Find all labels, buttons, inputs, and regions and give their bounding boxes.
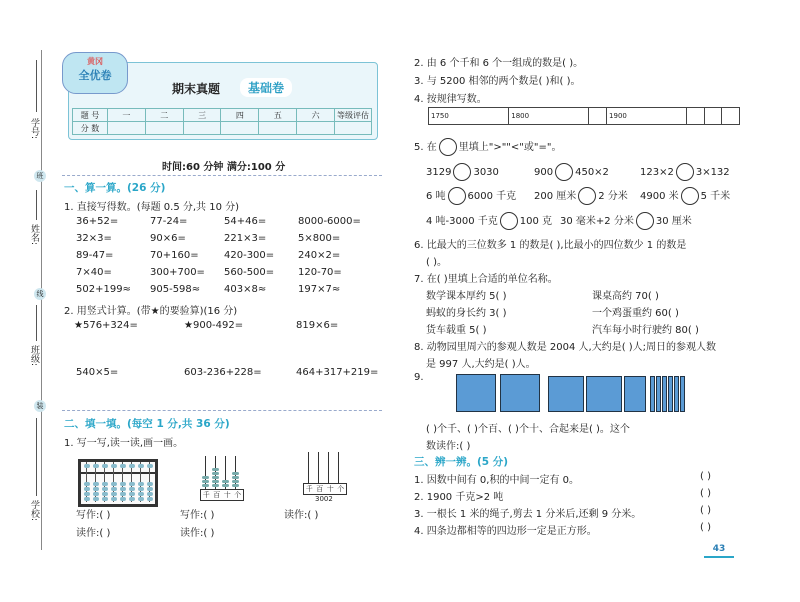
abacus-bead <box>138 487 144 491</box>
calc-item: 221×3= <box>224 233 267 244</box>
calc-item: 502+199≈ <box>76 284 131 295</box>
write-answer-1[interactable]: 写作:( ) <box>76 510 111 521</box>
r-q5 <box>414 138 561 156</box>
ten-rod <box>662 376 667 412</box>
score-header-7: 等级评估 <box>335 109 372 122</box>
compare-circle[interactable] <box>636 212 654 230</box>
seq-cell: 1750 <box>429 108 509 125</box>
badge-main: 全优卷 <box>78 69 112 82</box>
place-label: 十 <box>326 485 334 493</box>
abacus-bead <box>129 482 135 486</box>
counter-rod <box>338 452 339 483</box>
compare-item: 3129 3030 <box>426 163 499 181</box>
r-q6-b: ( )。 <box>426 257 447 268</box>
hundred-flat <box>548 376 584 412</box>
r-q8: 8. 动物园里周六的参观人数是 2004 人,大约是( )人;周日的参观人数 <box>414 342 717 353</box>
vertical-calc: 603-236+228= <box>184 367 262 378</box>
abacus-bead <box>93 487 99 491</box>
section-1-title: 一、算一算。(26 分) <box>64 182 166 194</box>
score-header-1: 一 <box>108 109 146 122</box>
abacus-bead <box>120 487 126 491</box>
calc-item: 420-300= <box>224 250 275 261</box>
abacus-bead <box>147 487 153 491</box>
r-q5-b: 里填上">""<"或"="。 <box>458 142 562 153</box>
read-answer-3[interactable]: 读作:( ) <box>284 510 319 521</box>
abacus-bead <box>84 487 90 491</box>
q2-title: 2. 用竖式计算。(带★的要验算)(16 分) <box>64 306 238 317</box>
class-line <box>36 305 47 341</box>
place-label: 个 <box>234 491 242 499</box>
class-label: 班级: <box>29 345 39 367</box>
divider <box>62 410 382 411</box>
calc-item: 5×800= <box>298 233 341 244</box>
place-label: 个 <box>337 485 345 493</box>
unit-item[interactable]: 课桌高约 70( ) <box>592 291 659 302</box>
score-cell[interactable] <box>297 122 335 135</box>
abacus-bead <box>84 492 90 496</box>
abacus-bead <box>93 464 99 468</box>
judge-paren[interactable]: ( ) <box>700 488 711 499</box>
q1-title: 1. 直接写得数。(每题 0.5 分,共 10 分) <box>64 202 240 213</box>
hundred-flat <box>586 376 622 412</box>
seq-cell[interactable] <box>722 108 740 125</box>
r-q9-fill-2[interactable]: 数读作:( ) <box>426 441 471 452</box>
abacus-bead <box>129 464 135 468</box>
score-cell[interactable] <box>335 122 372 135</box>
score-cell[interactable] <box>221 122 259 135</box>
unit-item[interactable]: 蚂蚁的身长约 3( ) <box>426 308 507 319</box>
place-label: 百 <box>213 491 221 499</box>
judge-item: 1. 因数中间有 0,积的中间一定有 0。 <box>414 475 579 486</box>
calc-item: 89-47= <box>76 250 114 261</box>
abacus-bead <box>102 482 108 486</box>
score-cell[interactable] <box>145 122 183 135</box>
seq-cell: 1900 <box>607 108 687 125</box>
counter-bead <box>202 480 209 483</box>
section-3-title: 三、辨一辨。(5 分) <box>414 456 509 468</box>
read-answer-1[interactable]: 读作:( ) <box>76 528 111 539</box>
page-title: 期末真题 <box>172 82 221 96</box>
hundred-flat <box>624 376 646 412</box>
abacus-bead <box>84 497 90 501</box>
student-no-line <box>36 60 47 112</box>
calc-item: 77-24= <box>150 216 188 227</box>
counter-bead <box>222 480 229 483</box>
compare-item: 200 厘米 2 分米 <box>534 187 628 205</box>
calc-item: 403×8≈ <box>224 284 267 295</box>
seq-cell[interactable] <box>589 108 607 125</box>
calc-item: 560-500= <box>224 267 275 278</box>
abacus-beam <box>81 472 155 474</box>
compare-circle[interactable] <box>453 163 471 181</box>
name-label: 姓名: <box>29 224 39 246</box>
abacus-bead <box>93 482 99 486</box>
calc-item: 8000-6000= <box>298 216 361 227</box>
abacus-bead <box>111 482 117 486</box>
abacus-bead <box>129 492 135 496</box>
abacus-bead <box>138 497 144 501</box>
compare-circle[interactable] <box>500 212 518 230</box>
binding-mark-1: 班 <box>34 170 46 182</box>
unit-item[interactable]: 一个鸡蛋重约 60( ) <box>592 308 679 319</box>
seq-cell: 1800 <box>509 108 589 125</box>
unit-item[interactable]: 汽车每小时行驶约 80( ) <box>592 325 699 336</box>
compare-item: 4900 米 5 千米 <box>640 187 730 205</box>
abacus-bead <box>147 464 153 468</box>
counter-rod <box>308 452 309 483</box>
vertical-calc: 540×5= <box>76 367 119 378</box>
r-q3: 3. 与 5200 相邻的两个数是( )和( )。 <box>414 76 581 87</box>
judge-paren[interactable]: ( ) <box>700 522 711 533</box>
score-header-2: 二 <box>145 109 183 122</box>
abacus-bead <box>93 492 99 496</box>
ten-rod <box>650 376 655 412</box>
calc-item: 32×3= <box>76 233 112 244</box>
abacus-bead <box>138 482 144 486</box>
counter-rod <box>328 452 329 483</box>
ten-rod <box>668 376 673 412</box>
sequence-table <box>428 107 740 125</box>
abacus-bead <box>129 487 135 491</box>
vertical-calc: 819×6= <box>296 320 339 331</box>
counter-bead <box>232 476 239 479</box>
r-q5-a: 5. 在 <box>414 142 437 153</box>
binding-mark-3: 装 <box>34 400 46 412</box>
calc-item: 240×2= <box>298 250 341 261</box>
counter-bead <box>202 484 209 487</box>
counter-bead <box>212 480 219 483</box>
badge-top: 黄冈 <box>87 57 103 66</box>
calc-item: 36+52= <box>76 216 119 227</box>
abacus-bead <box>120 497 126 501</box>
calc-item: 197×7≈ <box>298 284 341 295</box>
seq-cell[interactable] <box>687 108 705 125</box>
counter-bead <box>212 484 219 487</box>
abacus-bead <box>147 497 153 501</box>
abacus-bead <box>111 497 117 501</box>
ten-rod <box>680 376 685 412</box>
page-subtitle: 基础卷 <box>240 78 292 97</box>
judge-paren[interactable]: ( ) <box>700 505 711 516</box>
abacus-image <box>78 459 158 507</box>
compare-item: 6 吨 6000 千克 <box>426 187 516 205</box>
judge-item: 4. 四条边都相等的四边形一定是正方形。 <box>414 526 597 537</box>
score-table <box>72 108 372 135</box>
place-label: 千 <box>305 485 313 493</box>
place-label: 十 <box>223 491 231 499</box>
score-cell[interactable] <box>108 122 146 135</box>
abacus-bead <box>120 492 126 496</box>
compare-item: 900 450×2 <box>534 163 609 181</box>
judge-paren[interactable]: ( ) <box>700 471 711 482</box>
calc-item: 905-598≈ <box>150 284 201 295</box>
counter-bead <box>212 468 219 471</box>
brand-badge <box>62 52 128 94</box>
calc-item: 300+700= <box>150 267 205 278</box>
unit-item[interactable]: 货车载重 5( ) <box>426 325 487 336</box>
score-header-4: 四 <box>221 109 259 122</box>
compare-circle[interactable] <box>555 163 573 181</box>
score-header-3: 三 <box>183 109 221 122</box>
name-line <box>36 190 47 220</box>
score-cell[interactable] <box>183 122 221 135</box>
score-header-5: 五 <box>259 109 297 122</box>
unit-item[interactable]: 数学课本厚约 5( ) <box>426 291 507 302</box>
counter-bead <box>232 484 239 487</box>
counter-bead <box>212 472 219 475</box>
divider <box>62 175 382 176</box>
score-header-0: 题 号 <box>73 109 108 122</box>
calc-item: 54+46= <box>224 216 267 227</box>
r-q9-fill[interactable]: ( )个千、( )个百、( )个十、合起来是( )。这个 <box>426 424 630 435</box>
calc-item: 90×6= <box>150 233 186 244</box>
write-answer-2[interactable]: 写作:( ) <box>180 510 215 521</box>
counter-rod <box>318 452 319 483</box>
abacus-bead <box>102 487 108 491</box>
ten-rod <box>674 376 679 412</box>
vertical-calc: ★900-492= <box>184 320 244 331</box>
calc-item: 7×40= <box>76 267 112 278</box>
calc-item: 70+160= <box>150 250 199 261</box>
counter-bead <box>232 472 239 475</box>
abacus-bead <box>111 464 117 468</box>
vertical-calc: 464+317+219= <box>296 367 379 378</box>
page-number: 43 <box>704 544 734 558</box>
judge-item: 2. 1900 千克>2 吨 <box>414 492 504 503</box>
abacus-bead <box>138 492 144 496</box>
school-line <box>36 418 47 496</box>
r-q7: 7. 在( )里填上合适的单位名称。 <box>414 274 558 285</box>
counter-2-caption: 3002 <box>315 495 333 503</box>
counter-1-base <box>200 489 244 501</box>
abacus-bead <box>84 464 90 468</box>
counter-bead <box>212 476 219 479</box>
abacus-bead <box>129 497 135 501</box>
calc-item: 120-70= <box>298 267 342 278</box>
q2-1-title: 1. 写一写,读一读,画一画。 <box>64 438 184 449</box>
compare-circle[interactable] <box>676 163 694 181</box>
time-info: 时间:60 分钟 满分:100 分 <box>162 162 286 173</box>
r-q8-b: 是 997 人,大约是( )人。 <box>426 359 536 370</box>
abacus-bead <box>93 497 99 501</box>
compare-circle[interactable] <box>578 187 596 205</box>
counter-bead <box>222 484 229 487</box>
abacus-bead <box>120 464 126 468</box>
abacus-bead <box>111 487 117 491</box>
score-cell[interactable] <box>259 122 297 135</box>
abacus-bead <box>120 482 126 486</box>
abacus-bead <box>147 492 153 496</box>
place-label: 千 <box>202 491 210 499</box>
student-no-label: 学号: <box>29 118 39 140</box>
r-q2: 2. 由 6 个千和 6 个一组成的数是( )。 <box>414 58 584 69</box>
read-answer-2[interactable]: 读作:( ) <box>180 528 215 539</box>
thousand-cube <box>456 374 496 412</box>
r-q9: 9. <box>414 372 424 383</box>
score-row-label: 分 数 <box>73 122 108 135</box>
ten-rod <box>656 376 661 412</box>
abacus-bead <box>84 482 90 486</box>
counter-bead <box>232 480 239 483</box>
seq-cell[interactable] <box>704 108 722 125</box>
compare-circle-icon <box>439 138 457 156</box>
compare-circle[interactable] <box>681 187 699 205</box>
compare-item: 123×2 3×132 <box>640 163 730 181</box>
compare-item: 30 毫米+2 分米 30 厘米 <box>560 212 692 230</box>
school-label: 学校: <box>29 500 39 522</box>
abacus-bead <box>102 492 108 496</box>
abacus-bead <box>102 497 108 501</box>
abacus-bead <box>138 464 144 468</box>
section-2-title: 二、填一填。(每空 1 分,共 36 分) <box>64 418 230 430</box>
binding-mark-2: 线 <box>34 288 46 300</box>
vertical-calc: ★576+324= <box>74 320 138 331</box>
counter-bead <box>202 476 209 479</box>
abacus-bead <box>111 492 117 496</box>
thousand-cube <box>500 374 540 412</box>
r-q6: 6. 比最大的三位数多 1 的数是( ),比最小的四位数少 1 的数是 <box>414 240 687 251</box>
r-q4: 4. 按规律写数。 <box>414 94 487 105</box>
counter-2-base <box>303 483 347 495</box>
place-label: 百 <box>316 485 324 493</box>
abacus-bead <box>102 464 108 468</box>
abacus-bead <box>147 482 153 486</box>
judge-item: 3. 一根长 1 米的绳子,剪去 1 分米后,还剩 9 分米。 <box>414 509 642 520</box>
score-header-6: 六 <box>297 109 335 122</box>
compare-circle[interactable] <box>448 187 466 205</box>
compare-item: 4 吨-3000 千克 100 克 <box>426 212 552 230</box>
